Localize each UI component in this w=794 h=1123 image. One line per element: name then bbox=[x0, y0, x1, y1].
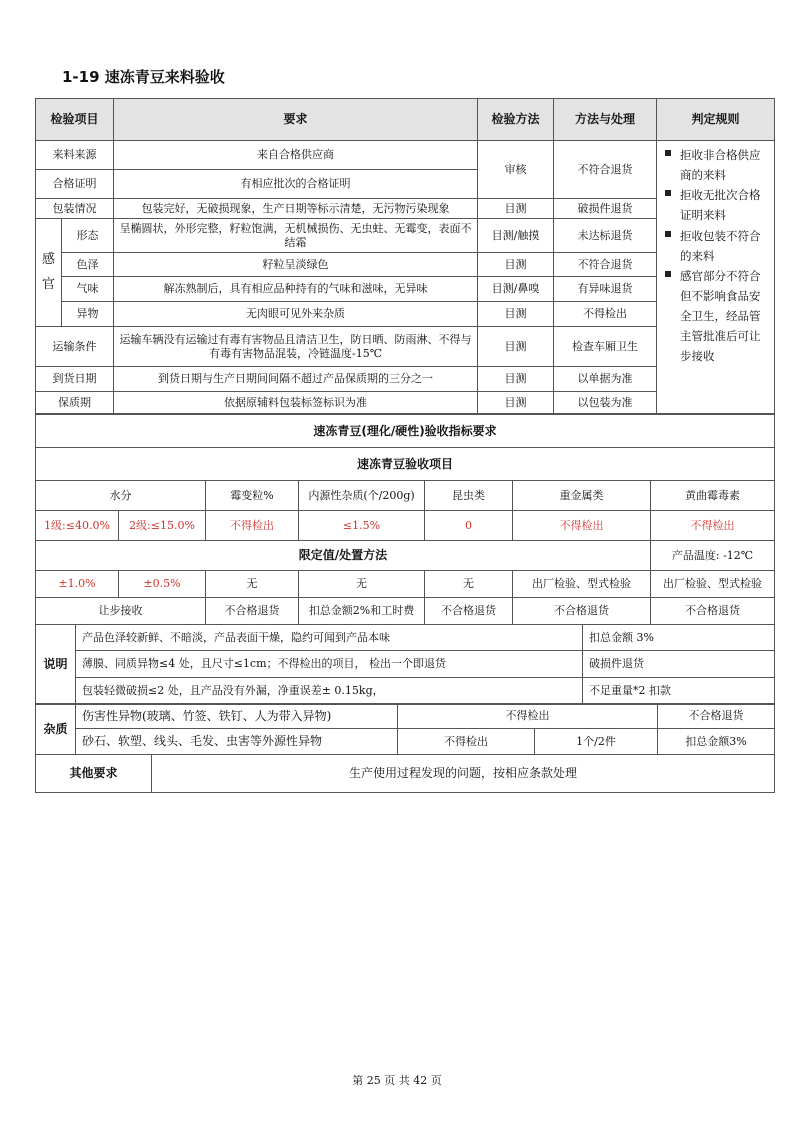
bullet-icon bbox=[665, 190, 671, 196]
bullet-icon bbox=[665, 150, 671, 156]
indicator-table bbox=[35, 414, 775, 625]
harmful-impurity-value: 不得检出 bbox=[398, 704, 658, 729]
row-foreign-req: 无肉眼可见外来杂质 bbox=[114, 302, 478, 327]
note-3: 包装轻微破损≤2 处，且产品没有外漏，净重误差± 0.15kg， bbox=[76, 678, 583, 705]
harmful-impurity: 伤害性异物(玻璃、竹签、铁钉、人为带入异物) bbox=[76, 704, 398, 729]
product-temp: 产品温度: -12℃ bbox=[651, 541, 775, 571]
row-color-item: 色泽 bbox=[62, 253, 114, 277]
row-pack-method: 目测 bbox=[478, 199, 554, 219]
tol-insect: 无 bbox=[425, 571, 513, 598]
header-rule: 判定规则 bbox=[657, 99, 775, 141]
row-pack-req: 包装完好，无破损现象，生产日期等标示清楚，无污物污染现象 bbox=[114, 199, 478, 219]
row-shape-handle: 未达标退货 bbox=[554, 219, 657, 253]
page-title: 1-19 速冻青豆来料验收 bbox=[62, 68, 225, 86]
section-items: 速冻青豆验收项目 bbox=[36, 448, 775, 481]
header-item: 检验项目 bbox=[36, 99, 114, 141]
row-shelf-handle: 以包装为准 bbox=[554, 392, 657, 414]
inspection-table bbox=[35, 98, 775, 414]
row-pack-item: 包装情况 bbox=[36, 199, 114, 219]
col-metal: 重金属类 bbox=[513, 481, 651, 511]
val-impurity: ≤1.5% bbox=[299, 511, 425, 541]
val-metal: 不得检出 bbox=[513, 511, 651, 541]
tol-metal: 出厂检验、型式检验 bbox=[513, 571, 651, 598]
row-arrival-method: 目测 bbox=[478, 367, 554, 392]
tol-impurity: 无 bbox=[299, 571, 425, 598]
note-3-action: 不足重量*2 扣款 bbox=[583, 678, 775, 705]
act-water: 让步接收 bbox=[36, 598, 206, 625]
row-cert-item: 合格证明 bbox=[36, 170, 114, 199]
act-insect: 不合格退货 bbox=[425, 598, 513, 625]
row-foreign-method: 目测 bbox=[478, 302, 554, 327]
note-1-action: 扣总金额 3% bbox=[583, 625, 775, 651]
note-1: 产品色泽较新鲜、不暗淡，产品表面干燥，隐约可闻到产品本味 bbox=[76, 625, 583, 651]
other-table bbox=[35, 754, 775, 793]
row-color-method: 目测 bbox=[478, 253, 554, 277]
row-shape-req: 呈椭圆状，外形完整，籽粒饱满，无机械损伤、无虫蛀、无霉变，表面不结霜 bbox=[114, 219, 478, 253]
act-mold: 不合格退货 bbox=[206, 598, 299, 625]
row-cert-req: 有相应批次的合格证明 bbox=[114, 170, 478, 199]
val-mold: 不得检出 bbox=[206, 511, 299, 541]
act-aflatoxin: 不合格退货 bbox=[651, 598, 775, 625]
col-water: 水分 bbox=[36, 481, 206, 511]
row-shape-item: 形态 bbox=[62, 219, 114, 253]
act-metal: 不合格退货 bbox=[513, 598, 651, 625]
row-transport-method: 目测 bbox=[478, 327, 554, 367]
bullet-icon bbox=[665, 231, 671, 237]
external-impurity-action: 扣总金额3% bbox=[658, 729, 775, 755]
val-water-1: 1级:≤40.0% bbox=[36, 511, 119, 541]
tol-aflatoxin: 出厂检验、型式检验 bbox=[651, 571, 775, 598]
bullet-icon bbox=[665, 271, 671, 277]
row-smell-handle: 有异味退货 bbox=[554, 277, 657, 302]
col-impurity: 内源性杂质(个/200g) bbox=[299, 481, 425, 511]
row-color-req: 籽粒呈淡绿色 bbox=[114, 253, 478, 277]
other-label: 其他要求 bbox=[36, 755, 152, 793]
note-2: 薄膜、同质异物≤4 处，且尺寸≤1cm；不得检出的项目， 检出一个即退货 bbox=[76, 651, 583, 678]
row-source-req: 来自合格供应商 bbox=[114, 141, 478, 170]
row-arrival-req: 到货日期与生产日期间间隔不超过产品保质期的三分之一 bbox=[114, 367, 478, 392]
note-2-action: 破损件退货 bbox=[583, 651, 775, 678]
limit-title: 限定值/处置方法 bbox=[36, 541, 651, 571]
col-mold: 霉变粒% bbox=[206, 481, 299, 511]
tol-1: ±1.0% bbox=[36, 571, 119, 598]
row-shelf-req: 依据原辅料包装标签标识为准 bbox=[114, 392, 478, 414]
row-arrival-item: 到货日期 bbox=[36, 367, 114, 392]
external-impurity: 砂石、软塑、线头、毛发、虫害等外源性异物 bbox=[76, 729, 398, 755]
val-water-2: 2级:≤15.0% bbox=[119, 511, 206, 541]
tol-2: ±0.5% bbox=[119, 571, 206, 598]
val-aflatoxin: 不得检出 bbox=[651, 511, 775, 541]
col-aflatoxin: 黄曲霉毒素 bbox=[651, 481, 775, 511]
other-text: 生产使用过程发现的问题，按相应条款处理 bbox=[152, 755, 775, 793]
impurity-label: 杂质 bbox=[36, 704, 76, 755]
notes-table bbox=[35, 624, 775, 705]
row-shelf-method: 目测 bbox=[478, 392, 554, 414]
row-source-item: 来料来源 bbox=[36, 141, 114, 170]
row-audit-handle: 不符合退货 bbox=[554, 141, 657, 199]
row-transport-item: 运输条件 bbox=[36, 327, 114, 367]
page-footer: 第 25 页 共 42 页 bbox=[352, 1074, 442, 1087]
row-audit-method: 审核 bbox=[478, 141, 554, 199]
act-impurity: 扣总金额2%和工时费 bbox=[299, 598, 425, 625]
row-shelf-item: 保质期 bbox=[36, 392, 114, 414]
rule-2: 拒收无批次合格证明来料 bbox=[665, 185, 770, 225]
row-transport-req: 运输车辆没有运输过有毒有害物品且清洁卫生，防日晒、防雨淋、不得与有毒有害物品混装，冷链温度-15℃ bbox=[114, 327, 478, 367]
header-handling: 方法与处理 bbox=[554, 99, 657, 141]
header-method: 检验方法 bbox=[478, 99, 554, 141]
header-requirement: 要求 bbox=[114, 99, 478, 141]
sense-label: 感官 bbox=[36, 219, 62, 327]
row-smell-method: 目测/鼻嗅 bbox=[478, 277, 554, 302]
row-shape-method: 目测/触摸 bbox=[478, 219, 554, 253]
row-smell-item: 气味 bbox=[62, 277, 114, 302]
rule-4: 感官部分不符合但不影响食品安全卫生，经品管主管批准后可让步接收 bbox=[665, 266, 770, 367]
external-impurity-value: 不得检出 bbox=[398, 729, 535, 755]
notes-label: 说明 bbox=[36, 625, 76, 705]
impurity-table bbox=[35, 703, 775, 755]
row-transport-handle: 检查车厢卫生 bbox=[554, 327, 657, 367]
rule-3: 拒收包装不符合的来料 bbox=[665, 226, 770, 266]
tol-mold: 无 bbox=[206, 571, 299, 598]
val-insect: 0 bbox=[425, 511, 513, 541]
row-color-handle: 不符合退货 bbox=[554, 253, 657, 277]
rule-1: 拒收非合格供应商的来料 bbox=[665, 145, 770, 185]
judgement-rules bbox=[657, 141, 775, 414]
row-foreign-item: 异物 bbox=[62, 302, 114, 327]
row-smell-req: 解冻熟制后，具有相应品种持有的气味和滋味，无异味 bbox=[114, 277, 478, 302]
row-pack-handle: 破损件退货 bbox=[554, 199, 657, 219]
row-foreign-handle: 不得检出 bbox=[554, 302, 657, 327]
col-insect: 昆虫类 bbox=[425, 481, 513, 511]
harmful-impurity-action: 不合格退货 bbox=[658, 704, 775, 729]
external-impurity-count: 1个/2件 bbox=[535, 729, 658, 755]
section-indicators: 速冻青豆(理化/硬性)验收指标要求 bbox=[36, 415, 775, 448]
row-arrival-handle: 以单据为准 bbox=[554, 367, 657, 392]
